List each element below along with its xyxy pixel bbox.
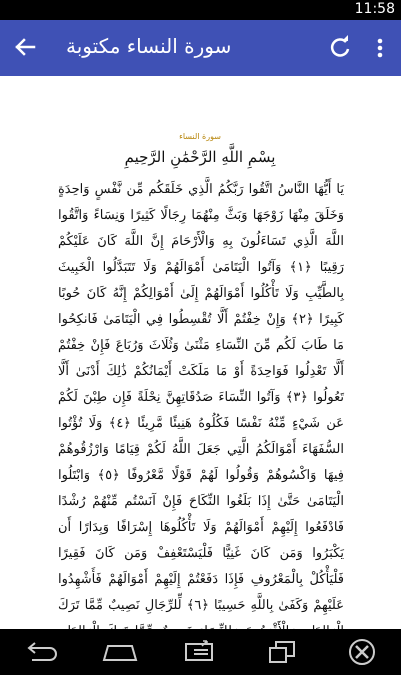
- refresh-icon[interactable]: [324, 32, 356, 64]
- basmala: بِسْمِ اللَّهِ الرَّحْمَٰنِ الرَّحِيمِ: [124, 148, 276, 166]
- nav-home-icon[interactable]: [100, 638, 140, 666]
- surah-page[interactable]: [0, 76, 401, 629]
- verses-text: يَا أَيُّهَا النَّاسُ اتَّقُوا رَبَّكُمُ الَّذِي خَلَقَكُم مِّن نَّفْسٍ وَاحِدَةٍ وَخَلَقَ مِنْهَا زَوْجَهَا وَبَثَّ مِنْهُمَا رِجَالًا كَثِيرًا وَنِسَاءً وَاتَّقُوا اللَّهَ الَّذِي تَسَاءَلُونَ بِهِ وَالْأَرْحَامَ إِنَّ اللَّهَ كَانَ عَلَيْكُمْ رَقِيبًا ﴿١﴾ وَآتُوا الْيَتَامَىٰ أَمْوَالَهُمْ وَلَا تَتَبَدَّلُوا الْخَبِيثَ بِالطَّيِّبِ وَلَا تَأْكُلُوا أَمْوَالَهُمْ إِلَىٰ أَمْوَالِكُمْ إِنَّهُ كَانَ حُوبًا كَبِيرًا ﴿٢﴾ وَإِنْ خِفْتُمْ أَلَّا تُقْسِطُوا فِي الْيَتَامَىٰ فَانكِحُوا مَا طَابَ لَكُم مِّنَ النِّسَاءِ مَثْنَىٰ وَثُلَاثَ وَرُبَاعَ فَإِنْ خِفْتُمْ أَلَّا تَعْدِلُوا فَوَاحِدَةً أَوْ مَا مَلَكَتْ أَيْمَانُكُمْ ذَٰلِكَ أَدْنَىٰ أَلَّا تَعُولُوا ﴿٣﴾ وَآتُوا النِّسَاءَ صَدُقَاتِهِنَّ نِحْلَةً فَإِن طِبْنَ لَكُمْ عَن شَيْءٍ مِّنْهُ نَفْسًا فَكُلُوهُ هَنِيئًا مَّرِيئًا ﴿٤﴾ وَلَا تُؤْتُوا السُّفَهَاءَ أَمْوَالَكُمُ الَّتِي جَعَلَ اللَّهُ لَكُمْ قِيَامًا وَارْزُقُوهُمْ فِيهَا وَاكْسُوهُمْ وَقُولُوا لَهُمْ قَوْلًا مَّعْرُوفًا ﴿٥﴾ وَابْتَلُوا الْيَتَامَىٰ حَتَّىٰ إِذَا بَلَغُوا النِّكَاحَ فَإِنْ آنَسْتُم مِّنْهُمْ رُشْدًا فَادْفَعُوا إِلَيْهِمْ أَمْوَالَهُمْ وَلَا تَأْكُلُوهَا إِسْرَافًا وَبِدَارًا أَن يَكْبَرُوا وَمَن كَانَ غَنِيًّا فَلْيَسْتَعْفِفْ وَمَن كَانَ فَقِيرًا فَلْيَأْكُلْ بِالْمَعْرُوفِ فَإِذَا دَفَعْتُمْ إِلَيْهِمْ أَمْوَالَهُمْ فَأَشْهِدُوا عَلَيْهِمْ وَكَفَىٰ بِاللَّهِ حَسِيبًا ﴿٦﴾ لِّلرِّجَالِ نَصِيبٌ مِّمَّا تَرَكَ: [58, 182, 344, 613]
- nav-back-icon[interactable]: [20, 638, 60, 666]
- back-arrow-icon[interactable]: [8, 32, 40, 64]
- more-vert-icon[interactable]: [366, 32, 394, 64]
- nav-cast-icon[interactable]: [180, 638, 220, 666]
- navigation-bar: [0, 629, 401, 675]
- nav-recents-icon[interactable]: [262, 638, 302, 666]
- status-bar: [0, 0, 401, 20]
- nav-close-icon[interactable]: [342, 638, 382, 666]
- status-time: 11:58: [354, 1, 395, 17]
- surah-label: سورة النساء: [179, 132, 221, 141]
- app-bar: [0, 20, 401, 76]
- page-title: سورة النساء مكتوبة: [66, 34, 232, 58]
